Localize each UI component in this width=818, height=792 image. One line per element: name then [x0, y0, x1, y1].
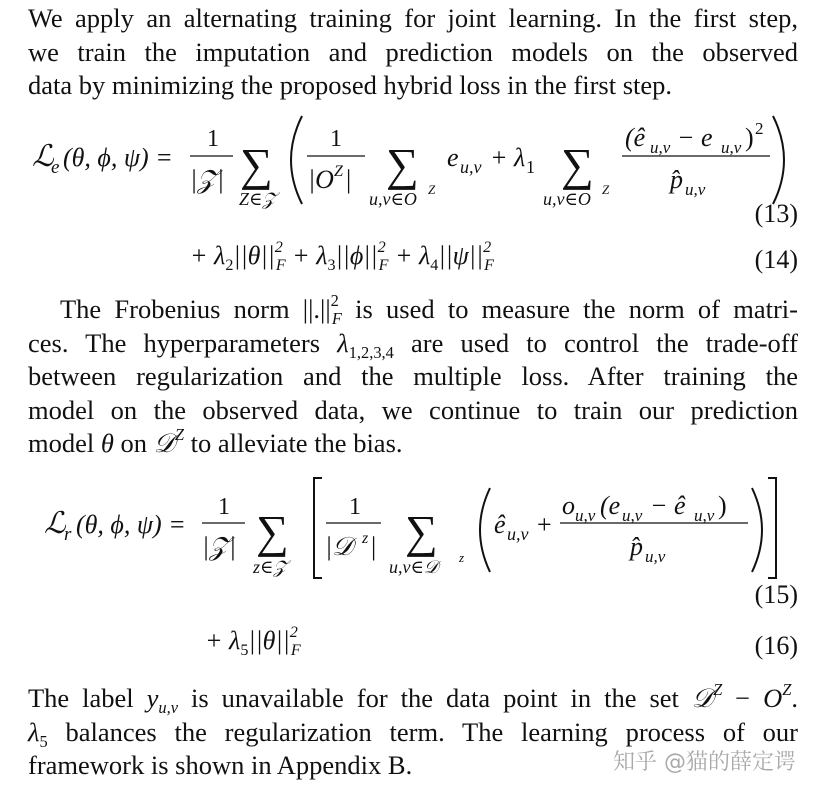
text-line: [28, 290, 798, 329]
text-line: We apply an alternating training for joint learning. In the first step,: [28, 3, 798, 33]
text-line: data by minimizing the proposed hybrid loss in the first step.: [28, 70, 673, 100]
text-run: on: [113, 428, 154, 458]
imputed-error-term: ê: [494, 510, 506, 539]
summation-symbol: ∑: [561, 139, 594, 190]
text-line: [28, 679, 799, 718]
text-run: is used to measure the norm of matri-: [341, 294, 798, 324]
norm-sup: 2: [274, 238, 283, 256]
inner-denominator-end: |: [371, 532, 377, 561]
watermark-text: 知乎 @猫的薛定谔: [613, 750, 796, 775]
minus-sign: −: [722, 683, 764, 713]
equation-16: [205, 623, 301, 660]
lambda-sub: 3: [327, 257, 336, 275]
label-symbol: y: [146, 683, 159, 713]
lambda-term: + λ: [205, 626, 241, 655]
lambda-sub: 5: [39, 731, 48, 751]
norm-term: ||ϕ||: [335, 241, 378, 270]
summation-index: z∈𝒵: [253, 557, 288, 577]
fraction-numerator: 1: [218, 494, 230, 520]
lambda-term: + λ: [190, 241, 226, 270]
ratio-numerator-sup: 2: [755, 119, 764, 138]
loss-subscript: r: [64, 524, 72, 545]
ratio-numerator-mid: − e: [677, 123, 713, 152]
ratio-numerator-end: ): [745, 123, 754, 152]
text-line: framework is shown in Appendix B.: [28, 750, 413, 780]
lambda-term: + λ: [285, 241, 328, 270]
ratio-numerator-sub: u,v: [721, 138, 742, 157]
ratio-denominator-sub: u,v: [685, 180, 706, 199]
theta-symbol: θ: [100, 428, 114, 458]
text-run: is unavailable for the data point in the set: [178, 683, 692, 713]
inner-denominator: |𝒟: [325, 532, 353, 561]
inner-denominator-end: |: [346, 165, 352, 194]
dataset-symbol: 𝒟: [691, 683, 714, 714]
summation-symbol: ∑: [405, 506, 438, 557]
summation-index: u,v∈𝒟: [389, 557, 439, 577]
inner-denominator: |O: [308, 165, 334, 194]
norm-sup: 2: [330, 290, 339, 310]
equation-13: [0, 108, 818, 233]
dataset-sup: Z: [174, 424, 184, 444]
text-run: balances the regularization term. The learning process of our: [47, 716, 798, 747]
fraction-denominator: |𝒵|: [190, 165, 225, 194]
text-line: between regularization and the multiple loss. After training the: [28, 361, 798, 391]
loss-symbol: ℒ: [44, 507, 66, 540]
text-line: model on the observed data, we continue to train our prediction: [28, 394, 798, 425]
dataset-symbol: 𝒟: [153, 428, 175, 459]
loss-subscript: e: [51, 157, 60, 178]
lambda-symbol: λ: [337, 327, 349, 358]
text-run: model: [28, 428, 101, 458]
summation-index-sup: z: [459, 550, 465, 565]
summation-index-sup: Z: [602, 182, 610, 197]
text-line: [28, 716, 798, 750]
text-run: .: [791, 683, 799, 713]
inner-denominator-sup: Z: [334, 163, 343, 180]
summation-index: Z∈𝒵: [239, 189, 277, 209]
loss-args: (θ, ϕ, ψ) =: [63, 143, 173, 172]
inner-denominator-sup: z: [362, 530, 369, 547]
error-term-sub: u,v: [460, 157, 482, 177]
equation-number: (15): [754, 580, 798, 609]
norm-sub: F: [275, 257, 286, 275]
equation-number: (16): [754, 631, 798, 660]
equation-15: [0, 470, 818, 595]
norm-sub: F: [484, 257, 495, 275]
inner-numerator: 1: [349, 494, 361, 520]
ratio-numerator-sub: u,v: [650, 138, 671, 157]
lambda-symbol: λ: [28, 716, 40, 747]
norm-term: ||ψ||: [438, 241, 484, 270]
text-run: The Frobenius norm ||.||: [60, 294, 331, 324]
summation-symbol: ∑: [240, 139, 273, 190]
ratio-numerator-end: ): [718, 491, 727, 520]
ratio-numerator: (ê: [625, 123, 646, 152]
norm-sup: 2: [289, 623, 298, 641]
ratio-numerator-sub: u,v: [694, 506, 715, 525]
text-run: to alleviate the bias.: [183, 428, 403, 458]
ratio-numerator-sub: u,v: [622, 506, 643, 525]
norm-sub: F: [290, 642, 301, 660]
summation-index: u,v∈O: [543, 189, 591, 209]
equation-number: (13): [754, 199, 798, 228]
fraction-denominator: |𝒵|: [202, 532, 237, 561]
paragraph-intro: [28, 2, 798, 103]
label-sub: u,v: [158, 698, 179, 718]
dataset-sup: Z: [713, 679, 723, 699]
text-line: [28, 327, 798, 361]
inner-numerator: 1: [330, 126, 342, 152]
ratio-numerator-sub: u,v: [575, 506, 596, 525]
equation-number: (14): [754, 245, 798, 274]
summation-symbol: ∑: [386, 139, 419, 190]
observed-symbol: O: [763, 683, 783, 713]
loss-args: (θ, ϕ, ψ) =: [76, 510, 186, 539]
ratio-denominator: p̂: [670, 165, 683, 194]
norm-sub: F: [331, 309, 342, 329]
loss-symbol: ℒ: [32, 140, 54, 173]
summation-index: u,v∈O: [369, 189, 417, 209]
error-term: e: [447, 143, 459, 172]
norm-sup: 2: [377, 238, 386, 256]
lambda-sub: 2: [225, 257, 234, 275]
text-run: are used to control the trade-off: [393, 327, 798, 358]
summation-index-sup: Z: [428, 182, 436, 197]
ratio-numerator-mid: − ê: [650, 491, 686, 520]
ratio-denominator: p̂: [630, 532, 643, 561]
text-line: we train the imputation and prediction models on the observed: [28, 36, 798, 67]
lambda-sub: 1,2,3,4: [348, 342, 394, 362]
text-line: [28, 424, 798, 461]
observed-sup: Z: [782, 679, 792, 699]
norm-term: ||θ||: [233, 241, 275, 270]
fraction-numerator: 1: [207, 126, 219, 152]
lambda-sub: 1: [526, 157, 535, 177]
ratio-denominator-sub: u,v: [645, 547, 666, 566]
ratio-numerator: o: [562, 491, 575, 520]
summation-symbol: ∑: [256, 506, 289, 557]
plus-sign: +: [537, 510, 552, 539]
imputed-error-sub: u,v: [507, 524, 529, 544]
norm-sup: 2: [483, 238, 492, 256]
lambda-sub: 4: [430, 257, 439, 275]
paragraph-frobenius: [28, 290, 798, 461]
norm-term: ||θ||: [248, 626, 290, 655]
lambda-term: + λ: [388, 241, 431, 270]
ratio-numerator-mid: (e: [600, 491, 621, 520]
lambda-sub: 5: [240, 642, 249, 660]
lambda-term: + λ: [490, 143, 526, 172]
text-run: The label: [28, 683, 147, 713]
norm-sub: F: [378, 257, 389, 275]
equation-14: [190, 238, 495, 275]
text-run: ces. The hyperparameters: [28, 327, 338, 358]
